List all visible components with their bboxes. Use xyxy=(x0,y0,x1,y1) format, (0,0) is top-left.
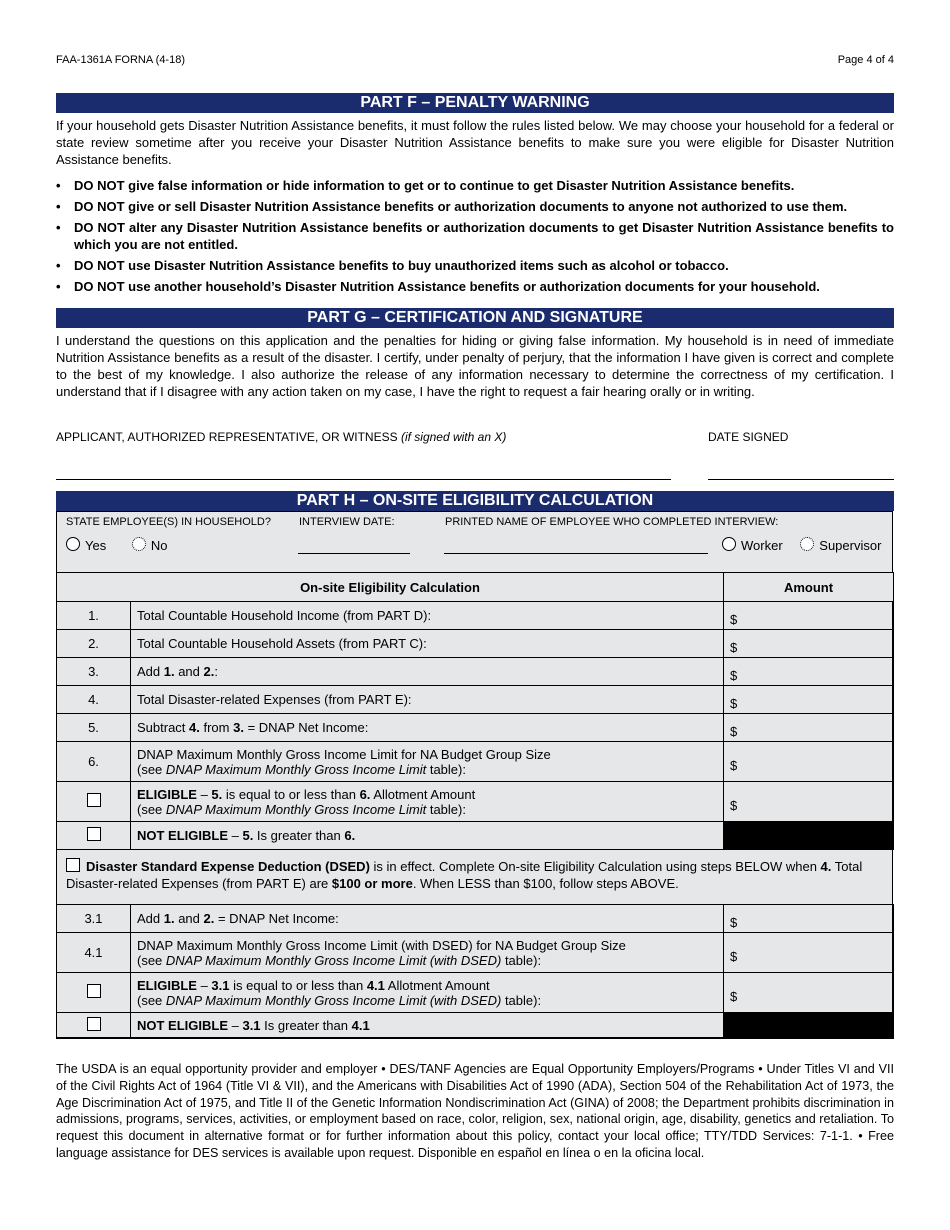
dsed-checkbox[interactable] xyxy=(66,858,80,872)
table-row xyxy=(57,686,894,714)
row-label: Add 1. and 2. = DNAP Net Income: xyxy=(131,905,724,933)
row-number: 1. xyxy=(57,602,131,630)
not-eligible-row xyxy=(57,822,894,850)
part-f-intro: If your household gets Disaster Nutrition Assistance benefits, it must follow the rules listed below. We may choose your household for a federal or state review sometime after you receive your Disaster Nutrition Assistance benefits to make sure you were eligible for Disaster Nutrition Assistance benefits. xyxy=(56,118,894,167)
supervisor-radio[interactable] xyxy=(800,537,814,551)
col-calc-header: On-site Eligibility Calculation xyxy=(57,573,724,602)
table-row xyxy=(57,933,894,973)
row-label: Add 1. and 2.: xyxy=(131,658,724,686)
penalty-item: • DO NOT give false information or hide information to get or to continue to get Disaster Nutrition Assistance benefits. xyxy=(56,177,894,194)
state-employee-label: STATE EMPLOYEE(S) IN HOUSEHOLD? xyxy=(66,516,271,528)
table-row xyxy=(57,742,894,782)
eligible-row xyxy=(57,973,894,1013)
table-header-row xyxy=(57,573,894,602)
date-signed-label: DATE SIGNED xyxy=(708,430,789,444)
eligibility-table xyxy=(56,572,894,850)
row-number: 3. xyxy=(57,658,131,686)
no-radio[interactable] xyxy=(132,537,146,551)
form-id: FAA-1361A FORNA (4-18) xyxy=(56,54,185,66)
part-h-title: PART H – ON-SITE ELIGIBILITY CALCULATION xyxy=(56,491,894,511)
amount-cell[interactable]: $ xyxy=(724,933,894,973)
row-label: ELIGIBLE – 3.1 is equal to or less than 4.1 Allotment Amount (see DNAP Maximum Monthly Gross Income Limit (with DSED) table): xyxy=(131,973,724,1013)
not-eligible-checkbox-cell xyxy=(57,822,131,850)
amount-cell[interactable]: $ xyxy=(724,742,894,782)
penalty-list xyxy=(56,177,894,299)
amount-cell[interactable]: $ xyxy=(724,686,894,714)
role-options: Worker Supervisor xyxy=(722,537,881,553)
employee-name-label: PRINTED NAME OF EMPLOYEE WHO COMPLETED INTERVIEW: xyxy=(445,516,779,528)
row-label: NOT ELIGIBLE – 5. Is greater than 6. xyxy=(131,822,724,850)
not-eligible-dsed-checkbox[interactable] xyxy=(87,1017,101,1031)
allotment-amount-cell[interactable]: $ xyxy=(724,973,894,1013)
table-row xyxy=(57,630,894,658)
worker-radio[interactable] xyxy=(722,537,736,551)
amount-cell[interactable]: $ xyxy=(724,905,894,933)
row-label: ELIGIBLE – 5. is equal to or less than 6. Allotment Amount (see DNAP Maximum Monthly Gross Income Limit table): xyxy=(131,782,724,822)
amount-cell[interactable]: $ xyxy=(724,658,894,686)
penalty-item: • DO NOT give or sell Disaster Nutrition Assistance benefits or authorization documents to anyone not authorized to use them. xyxy=(56,198,894,215)
row-number: 3.1 xyxy=(57,905,131,933)
amount-cell[interactable]: $ xyxy=(724,602,894,630)
not-eligible-checkbox-cell xyxy=(57,1013,131,1039)
row-label: NOT ELIGIBLE – 3.1 Is greater than 4.1 xyxy=(131,1013,724,1039)
page-number: Page 4 of 4 xyxy=(837,54,894,66)
dsed-notice: Disaster Standard Expense Deduction (DSED) is in effect. Complete On-site Eligibility Calculation using steps BELOW when 4. Total Disaster-related Expenses (from PART E) are $100 or more. When LESS than $100, follow steps ABOVE. xyxy=(66,859,863,891)
penalty-item: • DO NOT use Disaster Nutrition Assistance benefits to buy unauthorized items such as alcohol or tobacco. xyxy=(56,257,894,274)
row-number: 6. xyxy=(57,742,131,782)
row-number: 4. xyxy=(57,686,131,714)
interview-date-field[interactable] xyxy=(298,553,410,554)
amount-cell[interactable]: $ xyxy=(724,630,894,658)
row-number: 4.1 xyxy=(57,933,131,973)
signature-line[interactable] xyxy=(56,479,671,480)
table-row xyxy=(57,658,894,686)
amount-cell[interactable]: $ xyxy=(724,714,894,742)
dsed-table xyxy=(56,904,894,1039)
table-row xyxy=(57,905,894,933)
eligible-dsed-checkbox[interactable] xyxy=(87,984,101,998)
eligible-checkbox-cell xyxy=(57,782,131,822)
eligible-checkbox[interactable] xyxy=(87,793,101,807)
state-employee-options: Yes No xyxy=(66,537,167,553)
row-number: 5. xyxy=(57,714,131,742)
eligible-checkbox-cell xyxy=(57,973,131,1013)
penalty-item: • DO NOT use another household’s Disaster Nutrition Assistance benefits or authorization documents for your household. xyxy=(56,278,894,295)
certification-text: I understand the questions on this application and the penalties for hiding or giving false information. My household is in need of immediate Nutrition Assistance benefits as a result of the disaster. I certify, under penalty of perjury, that the information I have given is correct and complete to the best of my knowledge. I also authorize the release of any information necessary to determine the correctness of my certification. I understand that if I disagree with any action taken on my case, I have the right to request a fair hearing orally or in writing. xyxy=(56,333,894,399)
row-label: Total Disaster-related Expenses (from PART E): xyxy=(131,686,724,714)
interview-date-label: INTERVIEW DATE: xyxy=(299,516,395,528)
part-g-title: PART G – CERTIFICATION AND SIGNATURE xyxy=(56,308,894,328)
row-label: Subtract 4. from 3. = DNAP Net Income: xyxy=(131,714,724,742)
not-eligible-row xyxy=(57,1013,894,1039)
blacked-out-cell xyxy=(724,822,894,850)
table-row xyxy=(57,714,894,742)
row-label: DNAP Maximum Monthly Gross Income Limit (with DSED) for NA Budget Group Size (see DNAP Maximum Monthly Gross Income Limit (with DSED) table): xyxy=(131,933,724,973)
row-label: Total Countable Household Income (from PART D): xyxy=(131,602,724,630)
row-label: DNAP Maximum Monthly Gross Income Limit for NA Budget Group Size (see DNAP Maximum Monthly Gross Income Limit table): xyxy=(131,742,724,782)
employee-name-field[interactable] xyxy=(444,553,708,554)
row-number: 2. xyxy=(57,630,131,658)
blacked-out-cell xyxy=(724,1013,894,1039)
nondiscrimination-footer: The USDA is an equal opportunity provider and employer • DES/TANF Agencies are Equal Opportunity Employers/Programs • Under Titles VI and VII of the Civil Rights Act of 1964 (Title VI & VII), and the Americans with Disabilities Act of 1990 (ADA), Section 504 of the Rehabilitation Act of 1973, the Age Discrimination Act of 1975, and Title II of the Genetic Information Nondiscrimination Act (GINA) of 2008; the Department prohibits discrimination in admissions, programs, services, activities, or employment based on race, color, religion, sex, national origin, age, disability, genetics and retaliation. To request this document in alternative format or for further information about this policy, contact your local office; TTY/TDD Services: 7-1-1. • Free language assistance for DES services is available upon request. Disponible en español en línea o en la oficina local. xyxy=(56,1062,894,1160)
penalty-item: • DO NOT alter any Disaster Nutrition Assistance benefits or authorization documents to get Disaster Nutrition Assistance benefits to which you are not entitled. xyxy=(56,219,894,253)
row-label: Total Countable Household Assets (from PART C): xyxy=(131,630,724,658)
signature-label: APPLICANT, AUTHORIZED REPRESENTATIVE, OR WITNESS (if signed with an X) xyxy=(56,430,507,444)
eligible-row xyxy=(57,782,894,822)
col-amount-header: Amount xyxy=(724,573,894,602)
date-signed-line[interactable] xyxy=(708,479,894,480)
part-f-title: PART F – PENALTY WARNING xyxy=(56,93,894,113)
yes-radio[interactable] xyxy=(66,537,80,551)
table-row xyxy=(57,602,894,630)
allotment-amount-cell[interactable]: $ xyxy=(724,782,894,822)
not-eligible-checkbox[interactable] xyxy=(87,827,101,841)
